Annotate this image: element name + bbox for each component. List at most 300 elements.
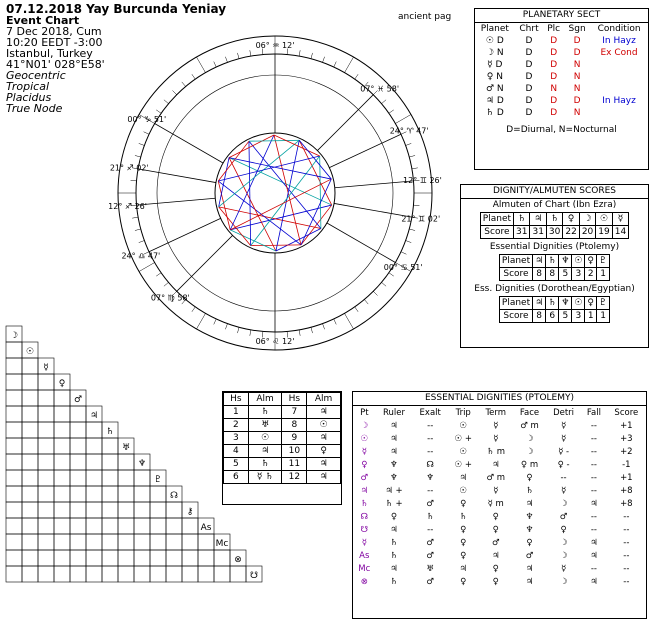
aspect-grid-cell — [38, 390, 54, 406]
aspect-grid-planet: ♄ — [105, 427, 115, 437]
house-cusp-line — [334, 203, 412, 217]
aspect-grid-cell — [6, 390, 22, 406]
cusp-label: 06° ♒ 12' — [255, 41, 295, 50]
sect-place-value: D — [550, 108, 558, 118]
essential-cell: ☿ — [560, 420, 567, 431]
house-almuten: ☿ ♄ — [248, 471, 282, 484]
aspect-grid-planet: ♃ — [89, 411, 99, 421]
essential-cell: ♂ — [426, 537, 435, 548]
cusp-label: 06° ♌ 12' — [255, 337, 295, 346]
essential-cell: -- — [427, 420, 434, 431]
aspect-grid-cell — [86, 422, 102, 438]
aspect-grid-cell — [198, 534, 214, 550]
house-number: 3 — [224, 432, 249, 445]
essential-cell: ♀ — [460, 498, 467, 509]
essential-cell: ♂ — [525, 550, 534, 561]
essential-cell: +2 — [620, 446, 633, 457]
essential-cell: ♄ — [525, 485, 534, 496]
sect-sign-value: D — [573, 36, 581, 46]
aspect-grid-cell — [70, 534, 86, 550]
sect-sign-value: N — [573, 60, 581, 70]
aspect-grid-cell — [54, 518, 70, 534]
aspect-line — [251, 245, 301, 246]
aspect-grid-cell — [54, 550, 70, 566]
aspect-grid-planet: ☿ — [43, 363, 49, 373]
essential-cell: ♃ — [390, 433, 398, 444]
aspect-grid-cell — [38, 470, 54, 486]
sect-header-condition: Condition — [597, 24, 641, 34]
essential-cell: -- — [590, 511, 597, 522]
essential-cell: ♀ — [560, 524, 567, 535]
essential-cell: ♂ — [426, 576, 435, 587]
essential-cell: ☽ — [525, 433, 534, 444]
aspect-grid-cell — [86, 470, 102, 486]
almuten-score: 19 — [596, 226, 612, 239]
chart-option-tropical: Tropical — [6, 80, 50, 93]
house-header-hs2: Hs — [282, 393, 307, 406]
essential-cell: ☽ — [559, 550, 568, 561]
essential-cell: ♀ - — [557, 459, 570, 470]
aspect-grid-planet: Mc — [215, 539, 229, 549]
cusp-label: 07° ♍ 58' — [150, 293, 190, 303]
essential-cell: As — [359, 550, 370, 561]
aspect-grid-cell — [22, 374, 38, 390]
sect-row — [475, 47, 648, 59]
aspect-grid-cell — [182, 518, 198, 534]
house-cusp-line — [149, 218, 221, 251]
degree-tick — [139, 143, 145, 145]
aspect-grid-cell — [134, 566, 150, 582]
aspect-grid-cell — [38, 454, 54, 470]
house-number: 6 — [224, 471, 249, 484]
essential-cell: ☿ — [493, 420, 499, 431]
essential-header: Exalt — [419, 407, 441, 418]
essential-cell: -- — [590, 446, 597, 457]
house-almuten: ♃ — [307, 432, 341, 445]
sect-header-chart: Chrt — [519, 24, 539, 34]
essential-cell: ♀ — [460, 576, 467, 587]
ptolemy-score: 2 — [585, 268, 597, 281]
house-number: 5 — [224, 458, 249, 471]
egyptian-score: 6 — [546, 310, 559, 323]
house-cusp-line — [137, 198, 216, 205]
degree-tick — [412, 168, 418, 169]
aspect-grid-cell — [6, 470, 22, 486]
egyptian-score: 1 — [597, 310, 610, 323]
house-almuten: ♄ — [248, 458, 282, 471]
aspect-grid-cell — [182, 566, 198, 582]
egyptian-planet: ♆ — [559, 297, 572, 310]
essential-cell: ♄ + — [385, 498, 403, 509]
chart-option-node: True Node — [6, 102, 63, 115]
aspect-grid-cell — [102, 550, 118, 566]
essential-cell: +3 — [620, 433, 633, 444]
aspect-grid-planet: ♇ — [153, 475, 163, 485]
aspect-grid-cell — [70, 518, 86, 534]
essential-cell: ♃ — [491, 550, 500, 561]
sect-sign-value: N — [573, 72, 581, 82]
degree-tick — [381, 100, 386, 104]
essential-cell: +8 — [620, 498, 633, 509]
essential-row — [353, 445, 646, 458]
house-number: 1 — [224, 406, 249, 419]
aspect-grid-cell — [6, 518, 22, 534]
essential-cell: ☽ — [559, 576, 568, 587]
essential-cell: ☽ — [559, 537, 568, 548]
house-almuten: ♃ — [248, 445, 282, 458]
degree-tick — [413, 205, 419, 206]
essential-cell: -- — [623, 511, 630, 522]
aspect-line — [276, 228, 321, 251]
essential-cell: ♃ — [525, 498, 534, 509]
ptolemy-score: 8 — [533, 268, 546, 281]
essential-cell: ♀ — [390, 511, 398, 522]
essential-cell: -- — [590, 524, 597, 535]
aspect-grid-cell — [6, 422, 22, 438]
aspect-grid-planet: As — [200, 523, 212, 533]
essential-cell: ♃ + — [385, 485, 403, 496]
essential-cell: ♆ — [426, 472, 435, 483]
ptolemy-planet: ♃ — [533, 255, 546, 268]
essential-cell: ☋ — [360, 524, 369, 535]
cusp-label: 21° ♐ 02' — [109, 163, 149, 173]
sect-row — [475, 35, 648, 47]
aspect-grid-cell — [22, 518, 38, 534]
aspect-grid-cell — [134, 486, 150, 502]
almuten-planet: ♀ — [563, 213, 579, 226]
aspect-line — [299, 140, 331, 205]
essential-cell: ♅ — [426, 563, 435, 574]
essential-cell: ♀ — [492, 511, 499, 522]
aspect-grid-cell — [6, 502, 22, 518]
essential-cell: ♀ — [492, 563, 499, 574]
aspect-grid-cell — [22, 406, 38, 422]
aspect-grid-cell — [86, 486, 102, 502]
ptolemy-planet: ♀ — [585, 255, 597, 268]
cusp-label: 24° ♈ 47' — [389, 126, 429, 136]
aspect-grid-cell — [214, 550, 230, 566]
aspect-grid-cell — [166, 502, 182, 518]
essential-cell: ♂ — [426, 550, 435, 561]
aspect-grid-cell — [118, 550, 134, 566]
house-cusp-line — [317, 95, 373, 151]
essential-cell: ⊗ — [360, 576, 368, 587]
essential-cell: ♀ — [526, 472, 533, 483]
aspect-line — [230, 135, 274, 230]
degree-tick — [135, 229, 141, 231]
house-number: 4 — [224, 445, 249, 458]
degree-tick — [299, 330, 300, 336]
chart-line-time: 10:20 EEDT -3:00 — [6, 36, 103, 49]
chart-line-date: 7 Dec 2018, Cum — [6, 25, 102, 38]
sect-chart-value: D — [525, 60, 533, 70]
aspect-grid-cell — [22, 454, 38, 470]
ancient-label: ancient pag — [398, 12, 452, 22]
essential-cell: ♂ m — [520, 420, 539, 431]
aspect-grid-cell — [22, 470, 38, 486]
essential-cell: Mc — [358, 563, 371, 574]
essential-cell: ♃ — [390, 524, 398, 535]
aspect-grid-cell — [166, 534, 182, 550]
house-number: 2 — [224, 419, 249, 432]
aspect-grid-cell — [86, 566, 102, 582]
sect-place-value: D — [550, 72, 558, 82]
aspect-grid-cell — [38, 486, 54, 502]
degree-tick — [364, 299, 368, 304]
sect-planet-glyph: ♃ D — [485, 96, 504, 106]
aspect-grid-cell — [86, 518, 102, 534]
almuten-planet: ♄ — [546, 213, 562, 226]
aspect-grid-cell — [118, 518, 134, 534]
essential-cell: ♄ — [390, 537, 398, 548]
aspect-grid-cell — [38, 518, 54, 534]
degree-tick — [192, 74, 195, 79]
sect-row — [475, 107, 648, 119]
house-cusp-line — [155, 124, 223, 164]
house-cusp-line — [138, 169, 216, 183]
essential-row — [353, 575, 646, 588]
egyptian-planet: ☉ — [572, 297, 585, 310]
sect-chart-value: D — [525, 96, 533, 106]
sect-row — [475, 59, 648, 71]
degree-tick — [197, 57, 206, 73]
ptolemy-score: 5 — [559, 268, 572, 281]
sect-row — [475, 83, 648, 95]
essential-cell: ☉ — [459, 446, 468, 457]
essential-cell: -1 — [622, 459, 631, 470]
sect-place-value: D — [550, 48, 558, 58]
sect-planet-glyph: ☽ N — [486, 48, 504, 58]
aspect-grid-cell — [22, 438, 38, 454]
essential-row — [353, 484, 646, 497]
essential-header: Score — [614, 407, 639, 418]
essential-cell: ☿ — [361, 537, 367, 548]
almuten-score: 22 — [563, 226, 579, 239]
degree-tick — [144, 132, 149, 135]
degree-tick — [250, 50, 251, 56]
essential-row — [353, 458, 646, 471]
essential-cell: ♄ — [390, 550, 398, 561]
aspect-grid-cell — [118, 566, 134, 582]
aspect-grid-cell — [54, 566, 70, 582]
essential-cell: ☿ — [493, 485, 499, 496]
aspect-grid-planet: ⚷ — [186, 507, 194, 517]
aspect-grid-cell — [102, 502, 118, 518]
aspect-grid-cell — [22, 390, 38, 406]
sect-sign-value: D — [573, 48, 581, 58]
essential-cell: ♃ — [590, 498, 598, 509]
cusp-label: 12° ♊ 26' — [403, 176, 442, 186]
degree-tick — [172, 90, 176, 94]
egyptian-planet: ♄ — [546, 297, 559, 310]
essential-cell: ♀ — [526, 537, 533, 548]
degree-tick — [131, 180, 137, 181]
aspect-grid-cell — [118, 470, 134, 486]
sect-place-value: D — [550, 60, 558, 70]
essential-cell: ☉ + — [454, 433, 472, 444]
essential-cell: -- — [427, 446, 434, 457]
egyptian-row-score-label: Score — [499, 310, 532, 323]
house-number: 10 — [282, 445, 307, 458]
essential-cell: ♃ — [390, 563, 398, 574]
ptolemy-planet: ♄ — [546, 255, 559, 268]
house-almuten: ♀ — [307, 445, 341, 458]
aspect-grid-cell — [70, 406, 86, 422]
ptolemy-planet: ☉ — [572, 255, 585, 268]
aspect-grid-cell — [6, 486, 22, 502]
essential-cell: ♃ — [459, 472, 468, 483]
degree-tick — [355, 74, 358, 79]
house-almuten: ☉ — [307, 419, 341, 432]
essential-cell: ♂ — [360, 472, 369, 483]
degree-tick — [406, 241, 412, 243]
aspect-grid-planet: ☊ — [170, 491, 178, 501]
aspect-grid-cell — [118, 486, 134, 502]
degree-tick — [334, 62, 337, 67]
degree-tick — [156, 110, 161, 113]
house-almuten: ☉ — [248, 432, 282, 445]
essential-cell: ♄ m — [486, 446, 506, 457]
aspect-grid-cell — [38, 566, 54, 582]
degree-tick — [225, 57, 227, 63]
egyptian-caption: Ess. Dignities (Dorothean/Egyptian) — [474, 284, 635, 294]
aspect-grid-cell — [86, 454, 102, 470]
degree-tick — [345, 57, 354, 73]
aspect-grid-cell — [86, 438, 102, 454]
essential-cell: ♆ — [390, 459, 398, 470]
aspect-grid-planet: ☉ — [25, 347, 35, 357]
essential-cell: ☉ — [459, 420, 468, 431]
almuten-score: 14 — [612, 226, 628, 239]
chart-subtitle: Event Chart — [6, 14, 80, 27]
ptolemy-row-score-label: Score — [499, 268, 532, 281]
house-number: 9 — [282, 432, 307, 445]
degree-tick — [409, 155, 415, 157]
aspect-grid-cell — [150, 518, 166, 534]
aspect-grid-cell — [102, 454, 118, 470]
aspect-grid-cell — [6, 358, 22, 374]
aspect-grid-cell — [150, 550, 166, 566]
essential-row — [353, 536, 646, 549]
aspect-grid-planet: ☽ — [9, 331, 19, 341]
sect-footer: D=Diurnal, N=Nocturnal — [506, 125, 617, 135]
aspect-grid-cell — [6, 438, 22, 454]
essential-cell: ☿ - — [558, 446, 570, 457]
essential-cell: ♄ — [426, 511, 435, 522]
aspect-grid-cell — [54, 406, 70, 422]
house-cusp-line — [327, 223, 395, 263]
chart-title: 07.12.2018 Yay Burcunda Yeniay — [6, 2, 227, 16]
sect-place-value: D — [550, 96, 558, 106]
aspect-line — [320, 156, 321, 228]
essential-cell: ♂ — [491, 537, 500, 548]
aspect-grid-cell — [86, 550, 102, 566]
egyptian-score: 8 — [533, 310, 546, 323]
aspect-grid-cell — [198, 566, 214, 582]
aspect-grid-cell — [134, 518, 150, 534]
ptolemy-planet: ♆ — [559, 255, 572, 268]
aspect-grid-cell — [102, 438, 118, 454]
aspect-grid-cell — [134, 550, 150, 566]
essential-cell: ♃ — [525, 576, 534, 587]
essential-cell: ♆ — [525, 524, 534, 535]
essential-cell: -- — [623, 563, 630, 574]
degree-tick — [323, 57, 325, 63]
aspect-grid-cell — [22, 502, 38, 518]
essential-cell: ♆ — [390, 472, 398, 483]
almuten-score: 20 — [579, 226, 595, 239]
essential-cell: ♃ — [491, 459, 500, 470]
ptolemy-planet: ♇ — [597, 255, 610, 268]
aspect-grid-cell — [214, 566, 230, 582]
sect-chart-value: D — [525, 48, 533, 58]
sect-header-sign: Sgn — [568, 24, 586, 34]
aspect-grid-cell — [118, 502, 134, 518]
ptolemy-score: 3 — [572, 268, 585, 281]
egyptian-score: 1 — [585, 310, 597, 323]
degree-tick — [182, 82, 186, 87]
house-cusp-line — [329, 134, 401, 167]
degree-tick — [409, 229, 415, 231]
almuten-caption: Almuten of Chart (Ibn Ezra) — [492, 200, 617, 210]
degree-tick — [401, 252, 406, 255]
planetary-sect-table — [475, 23, 648, 119]
aspect-grid-cell — [150, 566, 166, 582]
aspect-grid-planet: ♅ — [121, 443, 131, 453]
essential-cell: +1 — [620, 472, 633, 483]
cusp-label: 00° ♋ 51' — [383, 263, 423, 272]
aspect-grid-planet: ☋ — [250, 571, 258, 581]
sect-row — [475, 71, 648, 83]
essential-cell: ♄ — [390, 576, 398, 587]
aspect-grid-cell — [54, 438, 70, 454]
aspect-grid-cell — [118, 454, 134, 470]
essential-row — [353, 497, 646, 510]
aspect-grid-cell — [70, 454, 86, 470]
sect-chart-value: D — [525, 72, 533, 82]
house-cusp-line — [335, 181, 414, 188]
essential-cell: -- — [623, 524, 630, 535]
planetary-sect-panel — [474, 8, 649, 170]
sect-row — [475, 95, 648, 107]
essential-cell: ♀ — [492, 524, 499, 535]
aspect-grid — [4, 322, 276, 622]
degree-tick — [389, 110, 394, 113]
aspect-grid-cell — [6, 342, 22, 358]
degree-tick — [406, 143, 412, 145]
aspect-grid-cell — [182, 534, 198, 550]
aspect-grid-cell — [38, 534, 54, 550]
degree-tick — [311, 53, 313, 59]
dignity-panel — [460, 184, 649, 348]
aspect-grid-cell — [54, 470, 70, 486]
ptolemy-caption: Essential Dignities (Ptolemy) — [489, 242, 620, 252]
aspect-grid-cell — [22, 486, 38, 502]
essential-cell: ☿ — [560, 433, 567, 444]
aspect-grid-cell — [6, 406, 22, 422]
essential-row — [353, 419, 646, 432]
aspect-grid-cell — [134, 470, 150, 486]
almuten-table — [480, 212, 629, 239]
egyptian-planet: ♇ — [597, 297, 610, 310]
aspect-grid-cell — [166, 550, 182, 566]
sect-header-place: Plc — [547, 24, 561, 34]
wheel-cusp-lines — [137, 54, 414, 332]
sect-chart-value: D — [525, 108, 533, 118]
essential-cell: -- — [590, 433, 597, 444]
house-number: 8 — [282, 419, 307, 432]
sect-sign-value: N — [573, 84, 581, 94]
